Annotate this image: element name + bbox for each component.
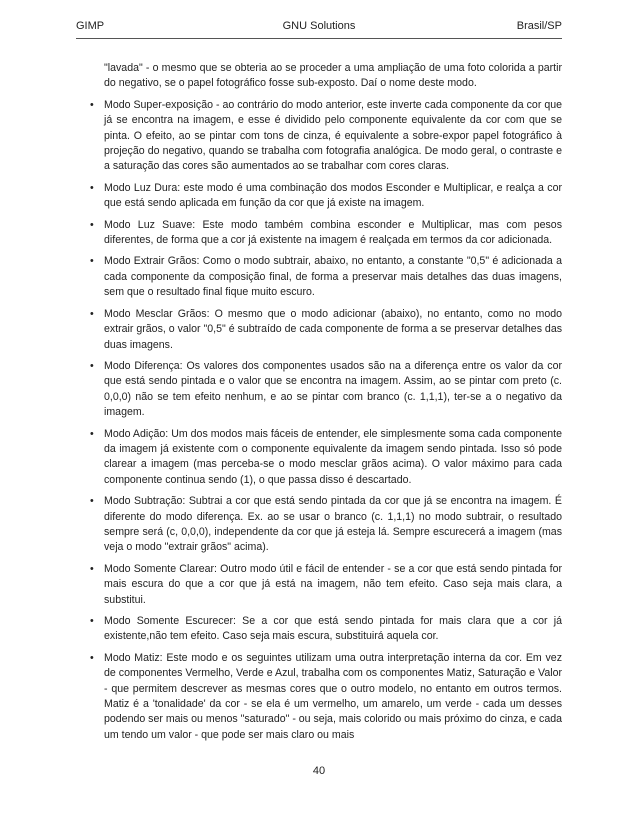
list-item <box>88 562 562 608</box>
header-right: Brasil/SP <box>516 20 562 32</box>
list-item-text: Modo Diferença: Os valores dos componentes usados são na a diferença entre os valor da cor que está sendo pintada e o valor que se encontra na imagem. Assim, ao se pintar com preto (c. 0,0,0) não se tem efeito nenhum, e ao se pintar com branco (c. 1,1,1), ter-se a o negativo da imagem. <box>104 359 562 419</box>
list-item <box>88 427 562 489</box>
list-item-text: Modo Matiz: Este modo e os seguintes utilizam uma outra interpretação interna da cor. Em vez de componentes Vermelho, Verde e Azul, trabalha com os componentes Matiz, Saturação e Valor - que permitem descrever as mesmas cores que o outro modelo, no entanto em outros termos. Matiz é a 'tonalidade' da cor - se ela é um vermelho, um amarelo, um verde - cada um desses podendo ser mais ou menos "saturado" - ou seja, mais colorido ou mais próximo do cinza, e cada um tendo um valor - que pode ser mais claro ou mais <box>104 651 562 741</box>
list-item-text: Modo Super-exposição - ao contrário do modo anterior, este inverte cada componente da cor que já se encontra na imagem, e esse é dividido pelo componente equivalente da cor com que se pinta. O efeito, ao se pintar com tons de cinza, é equivalente a sobre-expor papel fotográfico à projeção do negativo, quando se trabalha com fotografia analógica. De modo geral, o contraste e a saturação das cores são aumentados ao se trabalhar com cores claras. <box>104 98 562 173</box>
page-body <box>88 61 562 749</box>
bullet-icon: • <box>90 307 94 320</box>
list-item-text: Modo Somente Clarear: Outro modo útil e fácil de entender - se a cor que está sendo pintada for mais escura do que a cor que já está na imagem, não tem efeito. Caso seja mais clara, a substitui. <box>104 562 562 606</box>
list-item <box>88 651 562 743</box>
list-item-text: Modo Adição: Um dos modos mais fáceis de entender, ele simplesmente soma cada componente da imagem já existente com o componente equivalente da imagem sendo pintada. Isso só pode clarear a imagem (mas perceba-se o modo mesclar grãos acima). O valor máximo para cada componente continua sendo (1), o que passa disso é descartado. <box>104 427 562 486</box>
list-item <box>88 307 562 353</box>
list-item-text: Modo Luz Suave: Este modo também combina esconder e Multiplicar, mas com pesos diferentes, de forma que a cor já existente na imagem é realçada em termos da cor adicionada. <box>104 218 562 247</box>
bullet-icon: • <box>90 562 94 575</box>
list-item-text: Modo Subtração: Subtrai a cor que está sendo pintada da cor que já se encontra na imagem. É diferente do modo diferença. Ex. ao se usar o branco (c. 1,1,1) no modo subtrair, o resultado sempre será (c, 0,0,0), independente da cor que já esteja lá. Sempre escurecerá a imagem (mas veja o modo "extrair grãos" acima). <box>104 495 562 554</box>
blend-mode-list <box>88 98 562 743</box>
bullet-icon: • <box>90 98 94 111</box>
list-item-text: Modo Mesclar Grãos: O mesmo que o modo adicionar (abaixo), no entanto, como no modo extrair grãos, o valor "0,5" é subtraído de cada componente de forma a se preservar detalhes das duas imagens. <box>104 307 563 351</box>
page-number: 40 <box>312 765 326 777</box>
bullet-icon: • <box>90 255 94 268</box>
header-left: GIMP <box>76 20 105 32</box>
list-item <box>88 359 562 421</box>
continued-paragraph: "lavada" - o mesmo que se obteria ao se proceder a uma ampliação de uma foto colorida a partir do negativo, se o papel fotográfico fosse sub-exposto. Daí o nome deste modo. <box>104 62 562 90</box>
list-item <box>88 254 562 300</box>
bullet-icon: • <box>90 615 94 627</box>
header-center: GNU Solutions <box>282 20 356 32</box>
bullet-icon: • <box>90 427 94 440</box>
bullet-icon: • <box>90 181 94 194</box>
bullet-icon: • <box>90 359 94 372</box>
list-item <box>88 494 562 556</box>
bullet-icon: • <box>90 651 94 664</box>
running-header <box>76 20 562 38</box>
bullet-icon: • <box>90 495 94 508</box>
list-item-text: Modo Luz Dura: este modo é uma combinação dos modos Esconder e Multiplicar, e realça a cor que está sendo aplicada em função da cor que já existe na imagem. <box>104 181 562 210</box>
bullet-icon: • <box>90 218 94 231</box>
list-item-text: Modo Extrair Grãos: Como o modo subtrair, abaixo, no entanto, a constante "0,5" é adicionada a cada componente da composição final, de forma a preservar mais detalhes das duas imagens, sem que o resultado final fique muito escuro. <box>104 255 562 299</box>
list-item <box>88 98 562 175</box>
list-item <box>88 181 562 212</box>
list-item <box>88 614 562 645</box>
list-item <box>88 218 562 249</box>
list-item-text: Modo Somente Escurecer: Se a cor que está sendo pintada for mais clara que a cor já existente,não tem efeito. Caso seja mais escura, substituirá aquela cor. <box>104 615 562 643</box>
header-rule <box>76 38 562 39</box>
